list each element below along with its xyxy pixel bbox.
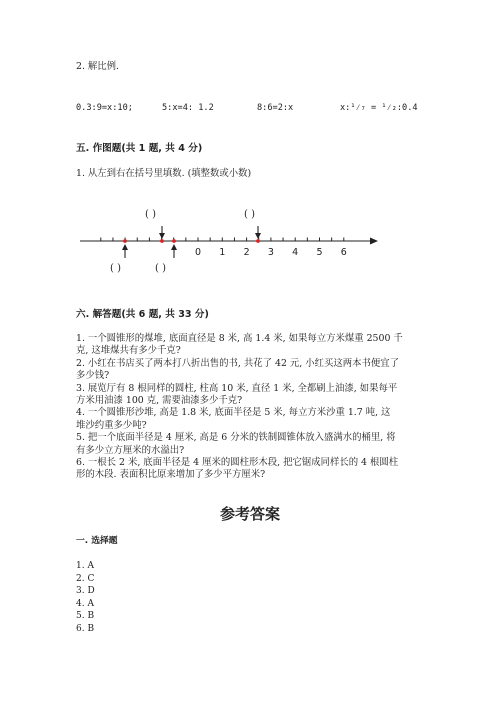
question-line: 6. 一根长 2 米, 底面半径是 4 厘米的圆柱形木段, 把它锯成同样长的 4 根圆柱 [76, 457, 399, 469]
number-line-tick-label: 6 [340, 247, 347, 258]
answer-item: 5. B [76, 611, 95, 622]
question-line: 形的木段. 表面积比原来增加了多少平方厘米? [76, 469, 266, 481]
answer-list [76, 560, 95, 636]
number-line-ticks [101, 238, 344, 242]
question-line: 堆沙约重多少吨? [76, 419, 147, 431]
question-line: 1. 一个圆锥形的煤堆, 底面直径是 8 米, 高 1.4 米, 如果每立方米煤重 2500 千 [76, 333, 403, 344]
ratio-equation-3: 8:6=2:x [257, 103, 294, 113]
ratio-equation-4: x:¹⁄₇ = ¹⁄₂:0.4 [340, 103, 418, 113]
answer-item: 4. A [76, 598, 94, 609]
number-line-tick-label: 2 [243, 247, 250, 258]
number-line-arrowhead [370, 238, 378, 245]
question-line: 克, 这堆煤共有多少千克? [76, 345, 181, 357]
section-5-question-1: 1. 从左到右在括号里填数. (填整数或小数) [76, 168, 252, 179]
question-line: 4. 一个圆锥形沙堆, 高是 1.8 米, 底面半径是 5 米, 每立方米沙重 1.7 吨, 这 [76, 407, 391, 419]
question-line: 方米用油漆 100 克, 需要油漆多少千克? [76, 395, 243, 407]
section-6-questions [76, 333, 432, 482]
ratio-equation-2: 5:x=4: 1.2 [162, 103, 214, 113]
number-line-tick-label: 4 [292, 247, 299, 258]
answer-blank-bottom-2: ( ) [155, 263, 166, 274]
marked-point-1 [123, 239, 127, 243]
section-5-heading: 五. 作图题(共 1 题, 共 4 分) [76, 143, 203, 154]
section-6-heading: 六. 解答题(共 6 题, 共 33 分) [76, 309, 209, 320]
number-line-tick-label: 1 [219, 247, 226, 258]
question-line: 5. 把一个底面半径是 4 厘米, 高是 6 分米的铁制圆锥体放入盛满水的桶里, 将 [76, 432, 396, 444]
answer-item: 1. A [76, 561, 94, 571]
question-line: 多少钱? [76, 370, 110, 382]
question-2-title: 2. 解比例. [76, 61, 120, 72]
question-line: 3. 展览厅有 8 根同样的圆柱, 柱高 10 米, 直径 1 米, 全都刷上油漆, 如果每平 [76, 382, 398, 394]
answer-blank-top-2: ( ) [244, 209, 255, 220]
up-arrow-icon [122, 244, 128, 258]
marked-point-3 [172, 239, 176, 243]
down-arrow-icon [255, 226, 261, 239]
number-line-tick-labels [195, 247, 347, 258]
ratio-equation-1: 0.3:9=x:10; [76, 103, 133, 113]
answer-section-1-heading: 一. 选择题 [76, 536, 118, 546]
number-line-tick-label: 0 [194, 247, 202, 258]
marked-point-2 [160, 239, 164, 243]
question-line: 2. 小红在书店买了两本打八折出售的书, 共花了 42 元, 小红买这两本书便宜了 [76, 357, 399, 369]
number-line-tick-label: 3 [267, 247, 274, 258]
up-arrow-icon [171, 244, 177, 258]
marked-point-4 [256, 239, 260, 243]
answer-item: 3. D [76, 586, 95, 597]
down-arrow-icon [159, 226, 165, 239]
answer-blank-top-1: ( ) [145, 209, 156, 220]
number-line-tick-label: 5 [316, 247, 323, 258]
answer-key-title: 参考答案 [219, 505, 280, 523]
answer-blank-bottom-1: ( ) [110, 263, 121, 274]
answer-item: 6. B [76, 623, 95, 634]
answer-item: 2. C [76, 573, 95, 584]
question-line: 有多少立方厘米的水溢出? [76, 444, 185, 456]
